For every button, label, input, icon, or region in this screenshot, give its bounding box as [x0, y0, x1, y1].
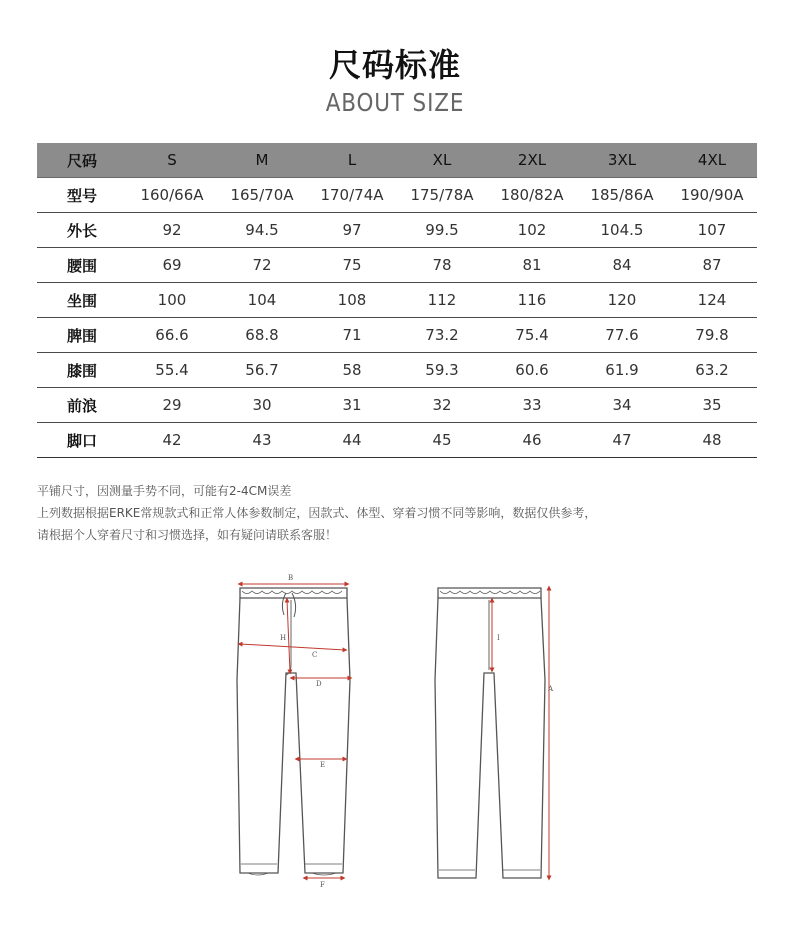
size-row-label: 坐围: [37, 283, 127, 318]
size-cell: 87: [667, 248, 757, 283]
size-cell: 107: [667, 213, 757, 248]
size-notes: [37, 480, 767, 546]
size-cell: 112: [397, 283, 487, 318]
size-cell: 66.6: [127, 318, 217, 353]
size-cell: 32: [397, 388, 487, 423]
size-cell: 47: [577, 423, 667, 458]
front-measure-lines: [240, 584, 350, 878]
size-header-cell: 2XL: [487, 143, 577, 178]
size-cell: 97: [307, 213, 397, 248]
label-a: A: [548, 685, 554, 693]
size-cell: 100: [127, 283, 217, 318]
size-cell: 59.3: [397, 353, 487, 388]
size-row: [37, 423, 757, 458]
size-cell: 69: [127, 248, 217, 283]
size-header-cell: L: [307, 143, 397, 178]
size-cell: 61.9: [577, 353, 667, 388]
label-d: D: [316, 680, 322, 688]
size-cell: 92: [127, 213, 217, 248]
note-line: 请根据个人穿着尺寸和习惯选择，如有疑问请联系客服！: [37, 528, 338, 542]
page-title: 尺码标准: [328, 46, 461, 84]
size-header-cell: 3XL: [577, 143, 667, 178]
front-measure-labels: [280, 574, 325, 889]
label-i: I: [497, 634, 500, 642]
size-cell: 165/70A: [217, 178, 307, 213]
size-cell: 77.6: [577, 318, 667, 353]
size-cell: 175/78A: [397, 178, 487, 213]
size-header-cell: 4XL: [667, 143, 757, 178]
size-cell: 46: [487, 423, 577, 458]
size-cell: 170/74A: [307, 178, 397, 213]
label-c: C: [312, 651, 318, 659]
size-cell: 120: [577, 283, 667, 318]
size-cell: 29: [127, 388, 217, 423]
size-row: [37, 388, 757, 423]
size-cell: 34: [577, 388, 667, 423]
size-header-cell: XL: [397, 143, 487, 178]
size-cell: 42: [127, 423, 217, 458]
size-table: [37, 143, 757, 458]
size-row-label: 膝围: [37, 353, 127, 388]
size-row: [37, 213, 757, 248]
size-cell: 31: [307, 388, 397, 423]
size-cell: 35: [667, 388, 757, 423]
label-f: F: [320, 881, 325, 889]
pants-front-view: [237, 588, 350, 875]
size-cell: 180/82A: [487, 178, 577, 213]
size-cell: 33: [487, 388, 577, 423]
size-cell: 71: [307, 318, 397, 353]
size-cell: 99.5: [397, 213, 487, 248]
size-cell: 75.4: [487, 318, 577, 353]
size-header-label: 尺码: [37, 143, 127, 178]
size-row-label: 外长: [37, 213, 127, 248]
size-cell: 60.6: [487, 353, 577, 388]
label-b: B: [288, 574, 294, 582]
size-cell: 78: [397, 248, 487, 283]
label-e: E: [320, 761, 326, 769]
size-cell: 108: [307, 283, 397, 318]
size-row-label: 腰围: [37, 248, 127, 283]
size-row-label: 前浪: [37, 388, 127, 423]
size-row: [37, 248, 757, 283]
size-row-label: 脾围: [37, 318, 127, 353]
note-line: 平铺尺寸，因测量手势不同，可能有2-4CM误差: [37, 484, 292, 498]
page-subtitle: ABOUT SIZE: [325, 88, 465, 117]
size-cell: 160/66A: [127, 178, 217, 213]
size-cell: 68.8: [217, 318, 307, 353]
size-cell: 75: [307, 248, 397, 283]
note-line: 上列数据根据ERKE常规款式和正常人体参数制定，因款式、体型、穿着习惯不同等影响，数据仅供参考，: [37, 506, 597, 520]
size-row-label: 脚口: [37, 423, 127, 458]
pants-measurement-diagram: [0, 560, 790, 900]
size-cell: 124: [667, 283, 757, 318]
size-cell: 190/90A: [667, 178, 757, 213]
size-cell: 72: [217, 248, 307, 283]
size-header-cell: S: [127, 143, 217, 178]
size-cell: 44: [307, 423, 397, 458]
size-row: [37, 353, 757, 388]
size-cell: 81: [487, 248, 577, 283]
size-cell: 84: [577, 248, 667, 283]
size-row: [37, 318, 757, 353]
pants-back-view: [435, 588, 545, 878]
size-cell: 104: [217, 283, 307, 318]
size-cell: 94.5: [217, 213, 307, 248]
size-row-label: 型号: [37, 178, 127, 213]
size-cell: 116: [487, 283, 577, 318]
size-cell: 79.8: [667, 318, 757, 353]
size-cell: 58: [307, 353, 397, 388]
size-cell: 30: [217, 388, 307, 423]
size-cell: 104.5: [577, 213, 667, 248]
size-row: [37, 283, 757, 318]
size-cell: 185/86A: [577, 178, 667, 213]
size-cell: 56.7: [217, 353, 307, 388]
size-header-cell: M: [217, 143, 307, 178]
size-row: [37, 178, 757, 213]
size-cell: 63.2: [667, 353, 757, 388]
size-cell: 48: [667, 423, 757, 458]
label-h: H: [280, 634, 287, 642]
size-cell: 43: [217, 423, 307, 458]
size-cell: 73.2: [397, 318, 487, 353]
size-cell: 55.4: [127, 353, 217, 388]
size-cell: 45: [397, 423, 487, 458]
size-cell: 102: [487, 213, 577, 248]
size-header-row: [37, 143, 757, 178]
